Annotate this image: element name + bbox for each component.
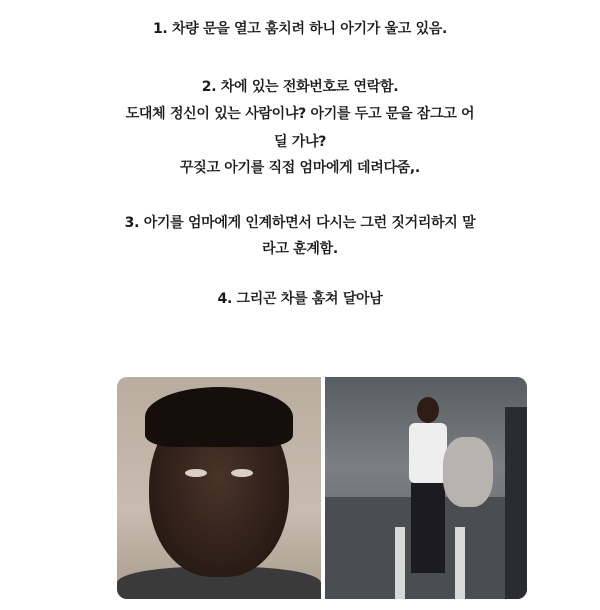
photo-pair — [117, 377, 527, 599]
text-line-5: 꾸짖고 아기를 직접 엄마에게 데려다줌,. — [180, 160, 420, 176]
text-line-4: 딜 가냐? — [273, 134, 327, 150]
text-line-3: 도대체 정신이 있는 사람이냐? 아기를 두고 문을 잠그고 어 — [125, 106, 475, 122]
text-line-8: 4. 그리곤 차를 훔쳐 달아남 — [217, 291, 383, 307]
text-line-6: 3. 아기를 엄마에게 인계하면서 다시는 그런 짓거리하지 말 — [124, 215, 476, 231]
text-line-1: 1. 차량 문을 열고 훔치려 하니 아기가 울고 있음. — [152, 21, 448, 37]
baby-car-seat — [443, 437, 493, 507]
text-line-2: 2. 차에 있는 전화번호로 연락함. — [201, 79, 399, 95]
surveillance-photo — [325, 377, 527, 599]
mugshot-photo — [117, 377, 321, 599]
text-line-7: 라고 훈계함. — [262, 241, 338, 257]
